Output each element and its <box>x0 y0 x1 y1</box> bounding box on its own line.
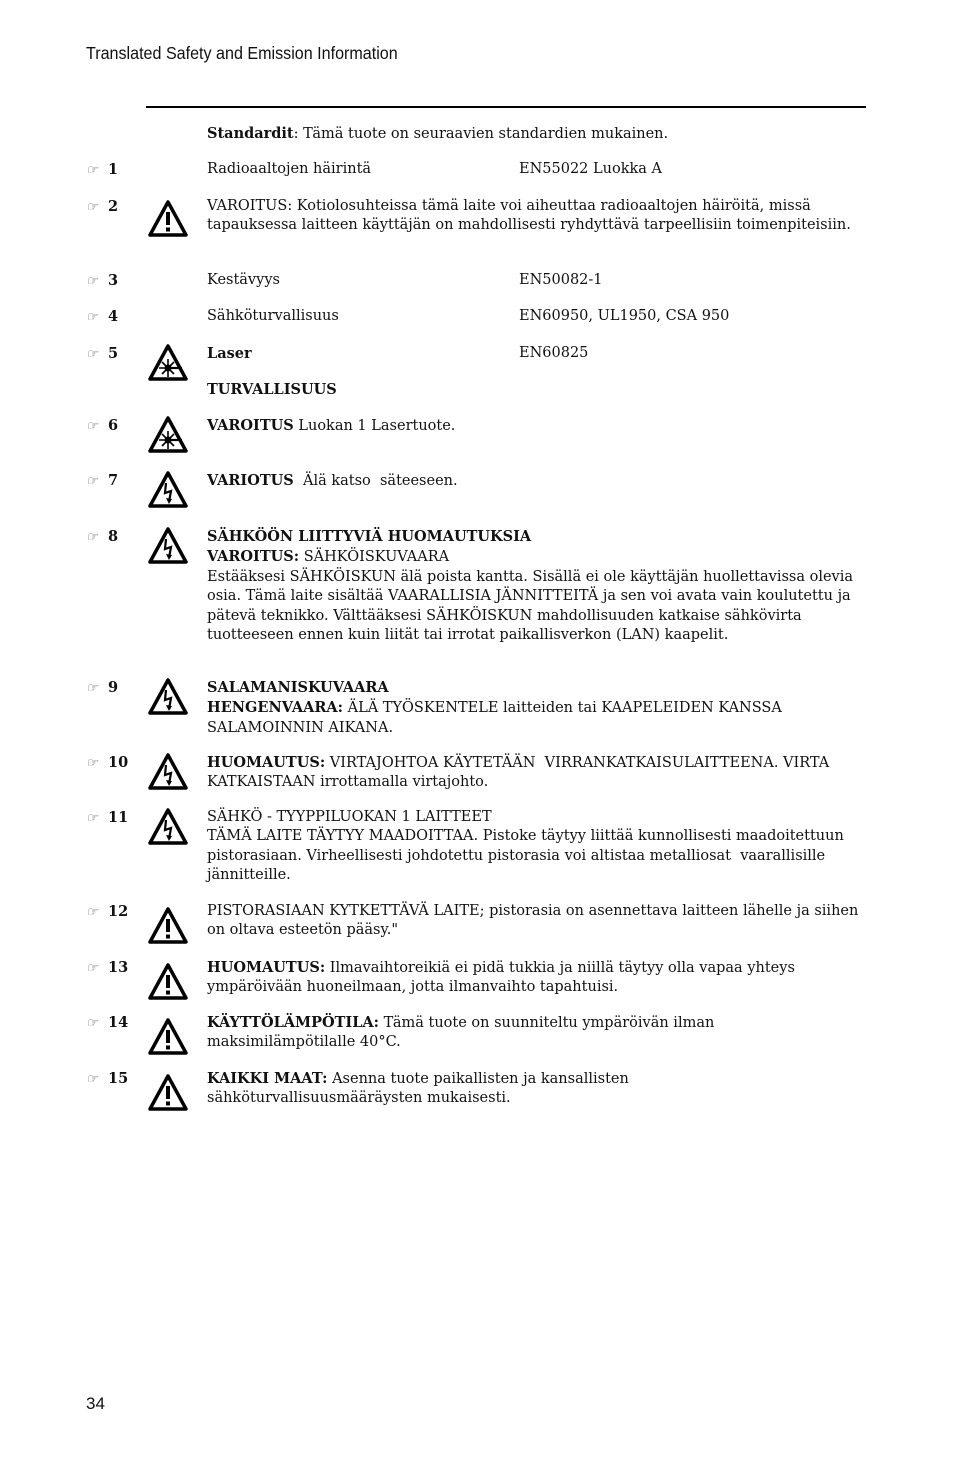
item-text: Tämä tuote on suunniteltu ympäröivän ilman maksimilämpötilalle 40°C. <box>207 1015 715 1051</box>
running-header: Translated Safety and Emission Information <box>86 43 398 63</box>
pointing-hand-icon: ☞ <box>86 163 98 178</box>
pointing-hand-icon: ☞ <box>86 1072 98 1087</box>
item-text: ÄLÄ TYÖSKENTELE laitteiden tai KAAPELEIDEN KANSSA SALAMOINNIN AIKANA. <box>207 700 782 736</box>
item-label: Radioaaltojen häirintä <box>207 161 372 177</box>
warning-icon <box>148 1074 188 1112</box>
item-text: Luokan 1 Lasertuote. <box>293 418 456 434</box>
item-text: VAROITUS: Kotiolosuhteissa tämä laite voi aiheuttaa radioaaltojen häiröitä, missä tapauksessa laitteen käyttäjän on mahdollisesti ryhdyttävä tarpeellisiin toimenpiteisiin. <box>207 198 851 234</box>
item-text: PISTORASIAAN KYTKETTÄVÄ LAITE; pistorasia on asennettava laitteen lähelle ja siihen on oltava esteetön pääsy." <box>207 903 859 939</box>
item-number: 5 <box>108 345 119 362</box>
item-bold: VAROITUS <box>207 417 294 434</box>
header-rule <box>146 106 866 108</box>
item-number: 6 <box>108 417 119 434</box>
item-text: Asenna tuote paikallisten ja kansallisten sähköturvallisuusmääräysten mukaisesti. <box>207 1071 629 1107</box>
item-standard: EN60950, UL1950, CSA 950 <box>519 308 730 324</box>
electric-hazard-icon <box>148 753 188 791</box>
pointing-hand-icon: ☞ <box>86 1016 98 1031</box>
item-subheading: TURVALLISUUS <box>207 381 337 398</box>
warning-icon <box>148 1018 188 1056</box>
item-number: 14 <box>108 1014 129 1031</box>
item-number: 9 <box>108 679 119 696</box>
electric-hazard-icon <box>148 527 188 565</box>
pointing-hand-icon: ☞ <box>86 756 98 771</box>
pointing-hand-icon: ☞ <box>86 274 98 289</box>
laser-icon <box>148 344 188 382</box>
item-bold: KAIKKI MAAT: <box>207 1070 328 1087</box>
item-number: 11 <box>108 809 129 826</box>
item-label: Sähköturvallisuus <box>207 308 339 324</box>
item-bold: VAROITUS: <box>207 548 300 566</box>
pointing-hand-icon: ☞ <box>86 474 98 489</box>
item-number: 7 <box>108 472 119 489</box>
item-number: 8 <box>108 528 119 545</box>
item-heading: SALAMANISKUVAARA <box>207 679 389 696</box>
item-heading: SÄHKÖÖN LIITTYVIÄ HUOMAUTUKSIA <box>207 528 532 545</box>
item-number: 12 <box>108 903 129 920</box>
item-standard: EN60825 <box>519 345 589 361</box>
item-text: Estääksesi SÄHKÖISKUN älä poista kantta. Sisällä ei ole käyttäjän huollettavissa olevia osia. Tämä laite sisältää VAARALLISIA JÄNNITTEITÄ ja sen voi avata vain koulutettu ja pätevä teknikko. Välttääksesi SÄHKÖISKUN mahdollisuuden katkaise sähkövirta tuotteeseen ennen kuin liität tai irrotat paikallisverkon (LAN) kaapelit. <box>207 568 854 644</box>
item-number: 4 <box>108 308 119 325</box>
pointing-hand-icon: ☞ <box>86 419 98 434</box>
item-standard: EN55022 Luokka A <box>519 161 663 177</box>
item-number: 3 <box>108 272 119 289</box>
pointing-hand-icon: ☞ <box>86 681 98 696</box>
electric-hazard-icon <box>148 471 188 509</box>
item-subtext: SÄHKÖISKUVAARA <box>299 549 450 566</box>
electric-hazard-icon <box>148 678 188 716</box>
warning-icon <box>148 200 188 238</box>
pointing-hand-icon: ☞ <box>86 811 98 826</box>
pointing-hand-icon: ☞ <box>86 310 98 325</box>
pointing-hand-icon: ☞ <box>86 347 98 362</box>
item-text: TÄMÄ LAITE TÄYTYY MAADOITTAA. Pistoke täytyy liittää kunnollisesti maadoitettuun pistorasiaan. Virheellisesti johdotettu pistorasia voi altistaa metalliosat vaarallisille jännitteille. <box>207 828 849 884</box>
pointing-hand-icon: ☞ <box>86 905 98 920</box>
electric-hazard-icon <box>148 808 188 846</box>
intro-bold: Standardit <box>207 125 294 142</box>
item-number: 1 <box>108 161 119 178</box>
item-bold: VARIOTUS <box>207 472 294 489</box>
warning-icon <box>148 963 188 1001</box>
pointing-hand-icon: ☞ <box>86 200 98 215</box>
item-text: Älä katso säteeseen. <box>293 473 458 489</box>
item-text: VIRTAJOHTOA KÄYTETÄÄN VIRRANKATKAISULAITTEENA. VIRTA KATKAISTAAN irrottamalla virtajohto. <box>207 755 834 791</box>
item-number: 15 <box>108 1070 129 1087</box>
pointing-hand-icon: ☞ <box>86 530 98 545</box>
warning-icon <box>148 907 188 945</box>
item-number: 2 <box>108 198 119 215</box>
item-bold: HUOMAUTUS: <box>207 754 326 771</box>
item-bold: KÄYTTÖLÄMPÖTILA: <box>207 1014 379 1031</box>
laser-icon <box>148 416 188 454</box>
item-label: Laser <box>207 345 252 362</box>
item-text: Ilmavaihtoreikiä ei pidä tukkia ja niillä täytyy olla vapaa yhteys ympäröivään huoneilmaan, jotta ilmanvaihto tapahtuisi. <box>207 960 795 996</box>
item-number: 10 <box>108 754 129 771</box>
item-standard: EN50082-1 <box>519 272 603 288</box>
intro-text: : Tämä tuote on seuraavien standardien mukainen. <box>293 126 669 142</box>
page-number: 34 <box>86 1394 105 1413</box>
item-bold: HUOMAUTUS: <box>207 959 326 976</box>
item-number: 13 <box>108 959 129 976</box>
item-label: Kestävyys <box>207 272 280 288</box>
item-heading: SÄHKÖ - TYYPPILUOKAN 1 LAITTEET <box>207 809 492 825</box>
item-bold: HENGENVAARA: <box>207 699 343 717</box>
pointing-hand-icon: ☞ <box>86 961 98 976</box>
